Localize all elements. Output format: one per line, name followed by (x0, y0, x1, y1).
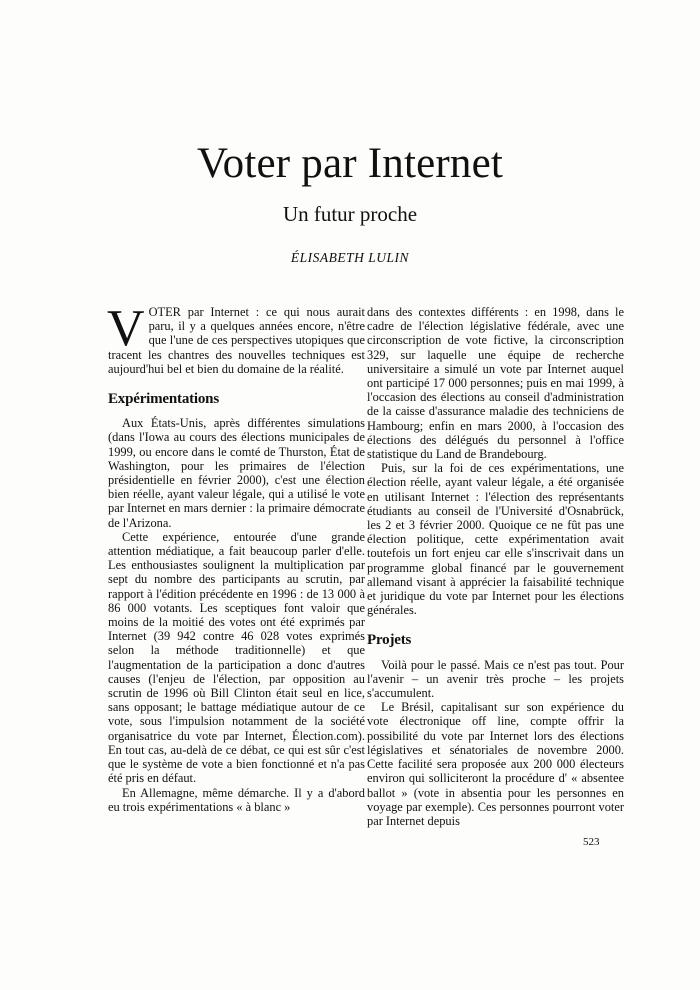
article-title: Voter par Internet (196, 140, 504, 187)
intro-paragraph (107, 300, 365, 376)
intro-text: par Internet : ce qui nous aurait paru, il y a quelques années encore, n'être que l'une de ces perspectives utopiques que tracent les chantres des nouvelles techniques est aujourd'hui bel et bien du domaine de la réalité. (108, 305, 365, 376)
page-number: 523 (583, 836, 600, 848)
paragraph: Voilà pour le passé. Mais ce n'est pas tout. Pour l'avenir – un avenir très proche – les projets s'accumulent. (367, 657, 624, 701)
paragraph: Le Brésil, capitalisant sur son expérience du vote électronique off line, compte offrir la possibilité du vote par Internet lors des élections législatives et sénatoriales de novembre 2000. Cette facilité sera proposée aux 200 000 électeurs environ qui solliciteront la procédure d' « absentee ballot » (vote in absentia pour les personnes en voyage par exemple). Ces personnes pourront voter par Internet depuis (367, 700, 624, 828)
section-heading-projets: Projets (367, 632, 412, 649)
article-author: ÉLISABETH LULIN (290, 250, 410, 265)
paragraph: dans des contextes différents : en 1998, dans le cadre de l'élection législative fédérale, avec une circonscription de vote fictive, la circonscription 329, sur laquelle une équipe de recherche universitaire a simulé un vote par Internet auquel ont participé 17 000 personnes; puis en mai 1999, à l'occasion des élections au conseil d'administration de la caisse d'assurance maladie des techniciens de Hambourg; enfin en mars 2000, à l'occasion des élections des délégués du personnel à l'office statistique du Land de Brandebourg. (367, 305, 624, 462)
left-column (107, 300, 365, 814)
drop-cap: V (107, 300, 145, 357)
right-column (367, 305, 624, 828)
paragraph: Cette expérience, entourée d'une grande attention médiatique, a fait beaucoup parler d'elle. Les enthousiastes soulignent la multiplication par sept du nombre des participants au scrutin, par rapport à l'édition précédente en 1996 : de 13 000 à 86 000 votants. Les sceptiques font valoir que moins de la moitié des votes ont été exprimés par Internet (39 942 contre 46 028 votes exprimés selon la méthode traditionnelle) et que l'augmentation de la participation a donc d'autres causes (l'enjeu de l'élection, par opposition au scrutin de 1996 où Bill Clinton était seul en lice, sans opposant; le battage médiatique autour de ce vote, sous l'impulsion notamment de la société organisatrice du vote par Internet, Élection.com). En tout cas, au-delà de ce débat, ce qui est sûr c'est que le système de vote a bien fonctionné et n'a pas été pris en défaut. (108, 529, 365, 786)
section-heading-experimentations: Expérimentations (108, 391, 219, 408)
intro-smallcaps: OTER (148, 305, 181, 319)
paragraph: En Allemagne, même démarche. Il y a d'abord eu trois expérimentations « à blanc » (108, 785, 365, 814)
paragraph: Aux États-Unis, après différentes simulations (dans l'Iowa au cours des élections municipales de 1999, ou encore dans le comté de Thurston, État de Washington, pour les primaires de l'élection présidentielle en février 2000), c'est une élection bien réelle, ayant valeur légale, qui a utilisé le vote par Internet en mars dernier : la primaire démocrate de l'Arizona. (108, 416, 365, 530)
article-subtitle: Un futur proche (282, 202, 418, 226)
paragraph: Puis, sur la foi de ces expérimentations, une élection réelle, ayant valeur légale, a été organisée en utilisant Internet : l'élection des représentants étudiants au conseil de l'Université d'Osnabrück, les 2 et 3 février 2000. Quoique ce ne fût pas une élection politique, cette expérimentation avait toutefois un fort enjeu car elle s'inscrivait dans un programme global financé par le gouvernement allemand visant à apprécier la faisabilité technique et juridique du vote par Internet pour les élections générales. (367, 461, 624, 618)
